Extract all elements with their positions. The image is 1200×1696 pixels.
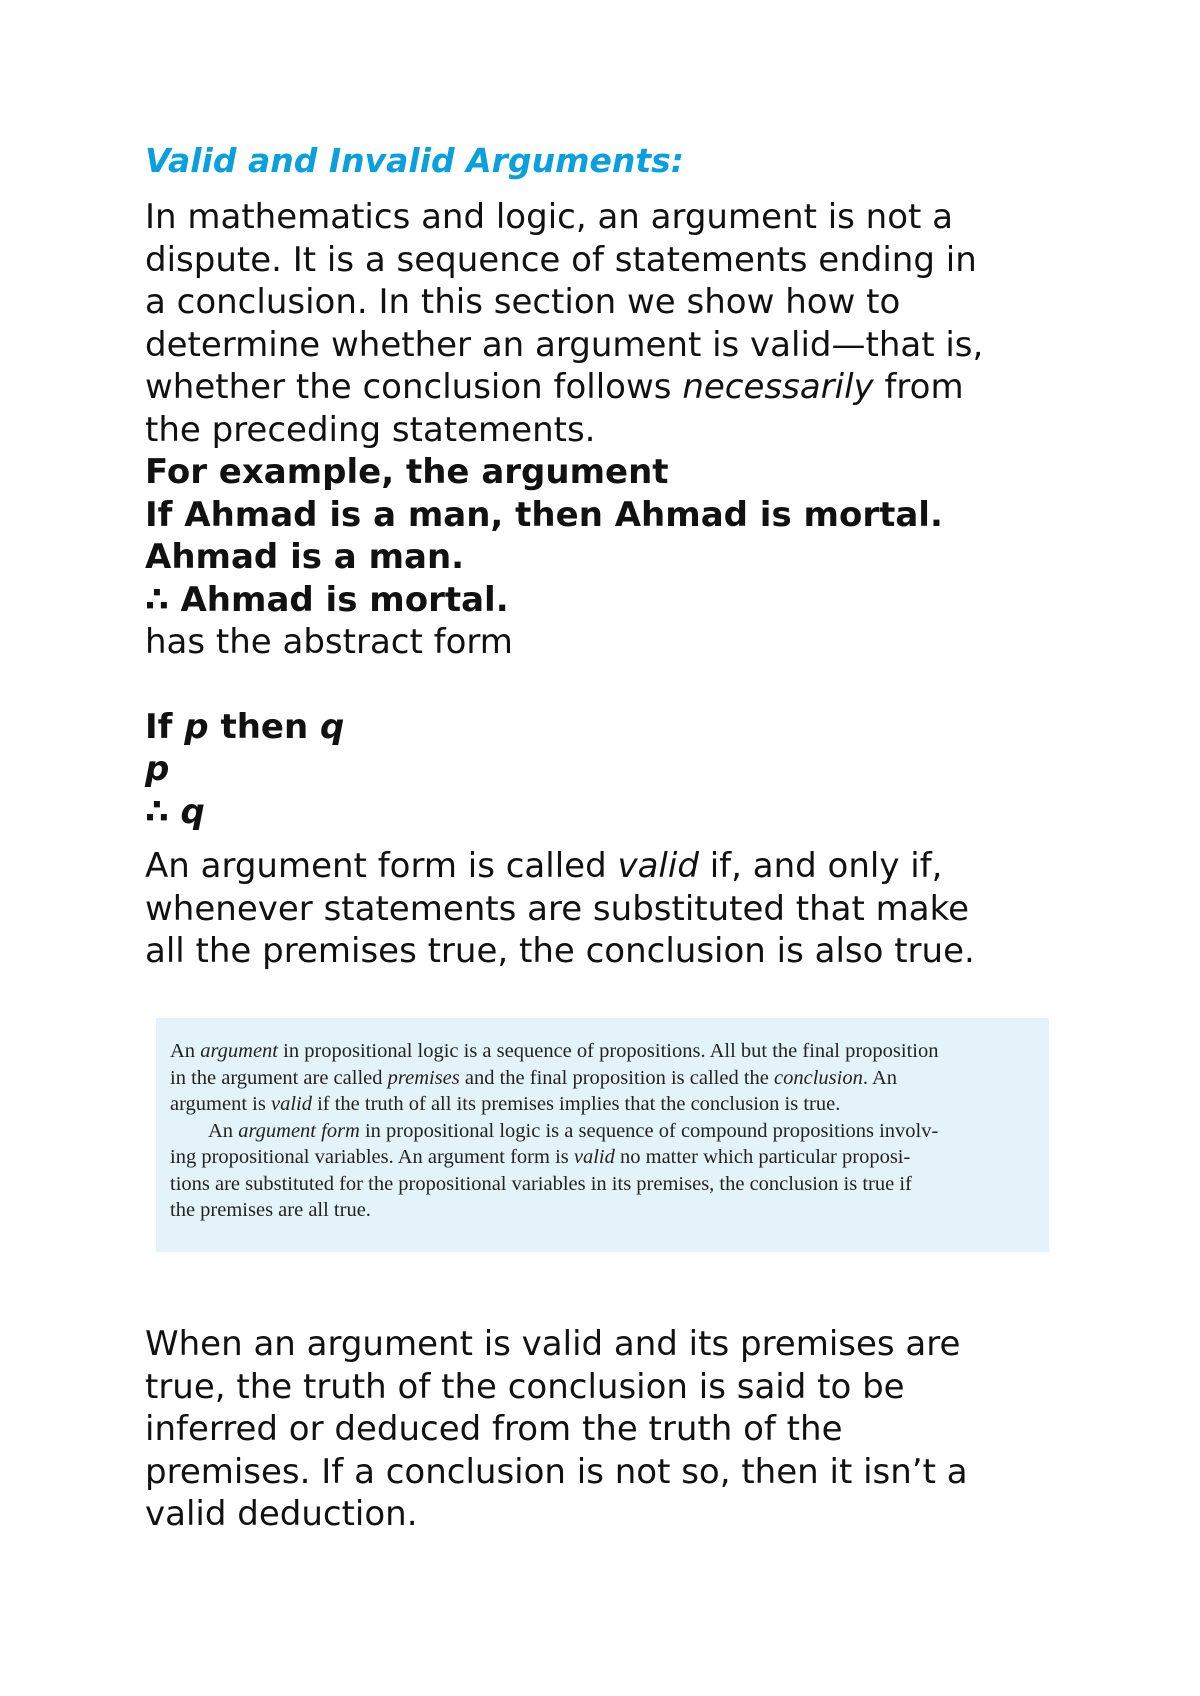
callout-term: valid <box>270 1093 312 1115</box>
form-then: then <box>208 706 321 747</box>
example-premise-1: If Ahmad is a man, then Ahmad is mortal. <box>145 494 943 535</box>
emphasis-valid: valid <box>617 846 699 886</box>
example-intro: For example, the argument <box>145 452 669 492</box>
section-heading: Valid and Invalid Arguments: <box>145 141 684 180</box>
example-premise-2: Ahmad is a man. <box>145 537 465 577</box>
callout-line <box>170 1065 1035 1092</box>
intro-line <box>145 366 1085 409</box>
intro-line: the preceding statements. <box>145 409 596 450</box>
definition-line <box>145 845 1085 888</box>
form-premise-1 <box>145 706 1085 749</box>
closing-paragraph <box>145 1323 1085 1536</box>
definition-callout-box <box>156 1018 1049 1252</box>
callout-text: . An <box>862 1066 898 1089</box>
spacer <box>145 664 1085 706</box>
emphasis-necessarily: necessarily <box>682 367 874 407</box>
intro-line: determine whether an argument is valid—that is, <box>145 324 984 365</box>
callout-line <box>170 1118 1035 1145</box>
intro-paragraph <box>145 196 1085 833</box>
definition-text: An argument form is called <box>145 846 618 886</box>
callout-line: the premises are all true. <box>170 1199 371 1221</box>
callout-text: An <box>208 1119 239 1142</box>
closing-line: valid deduction. <box>145 1494 418 1534</box>
callout-text: An <box>170 1040 201 1062</box>
form-var-q: q <box>320 706 345 747</box>
therefore-symbol: ∴ <box>145 791 181 832</box>
definition-paragraph <box>145 845 1085 973</box>
callout-line <box>170 1091 1035 1118</box>
intro-text: from <box>873 367 964 407</box>
closing-line: true, the truth of the conclusion is said to be <box>145 1366 905 1407</box>
definition-text: if, and only if, <box>698 846 943 886</box>
definition-line: whenever statements are substituted that make <box>145 888 969 929</box>
intro-text: whether the conclusion follows <box>145 367 683 407</box>
callout-line: tions are substituted for the propositional variables in its premises, the conclusion is true if <box>170 1172 912 1195</box>
abstract-form-intro: has the abstract form <box>145 622 513 662</box>
closing-line: When an argument is valid and its premises are <box>145 1324 961 1364</box>
callout-text: and the final proposition is called the <box>459 1066 775 1089</box>
example-conclusion: ∴ Ahmad is mortal. <box>145 579 509 620</box>
form-premise-2: p <box>145 749 170 789</box>
form-var-p: p <box>184 706 209 747</box>
callout-term: conclusion <box>774 1066 863 1089</box>
main-content <box>145 140 1085 973</box>
callout-text: in the argument are called <box>170 1066 388 1089</box>
form-conclusion <box>145 791 1085 834</box>
callout-term: premises <box>387 1066 460 1089</box>
callout-text: in propositional logic is a sequence of compound propositions involv- <box>359 1119 939 1142</box>
callout-text: ing propositional variables. An argument form is <box>170 1146 574 1168</box>
callout-text: argument is <box>170 1093 271 1115</box>
callout-term: valid <box>573 1146 615 1168</box>
callout-line <box>170 1144 1035 1171</box>
intro-line: a conclusion. In this section we show how to <box>145 282 901 322</box>
callout-term: argument form <box>238 1119 360 1142</box>
closing-line: premises. If a conclusion is not so, then it isn’t a <box>145 1451 968 1492</box>
definition-line: all the premises true, the conclusion is also true. <box>145 931 975 971</box>
callout-text: if the truth of all its premises implies that the conclusion is true. <box>311 1093 841 1115</box>
closing-line: inferred or deduced from the truth of the <box>145 1409 843 1449</box>
intro-line: In mathematics and logic, an argument is not a <box>145 197 953 237</box>
callout-line <box>170 1038 1035 1065</box>
form-if: If <box>145 706 185 747</box>
callout-term: argument <box>200 1040 279 1062</box>
intro-line: dispute. It is a sequence of statements ending in <box>145 239 977 280</box>
callout-text: in propositional logic is a sequence of propositions. All but the final proposition <box>278 1040 939 1062</box>
form-var-q: q <box>180 791 205 832</box>
callout-text: no matter which particular proposi- <box>614 1146 911 1168</box>
